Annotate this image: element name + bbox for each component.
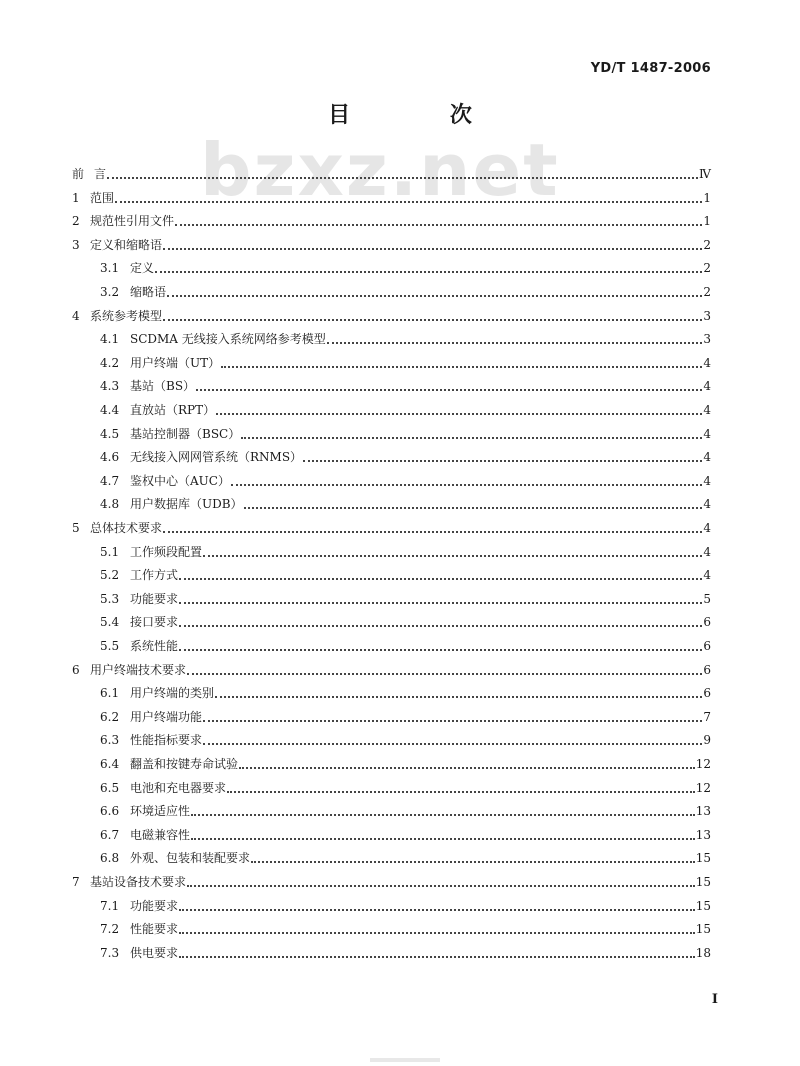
toc-entry-title: 用户终端（UT） (130, 355, 221, 370)
toc-entry-title: 系统参考模型 (90, 308, 163, 323)
toc-entry[interactable] (100, 282, 711, 302)
toc-entry[interactable] (100, 376, 711, 396)
toc-entry-page: 6 (703, 639, 711, 653)
toc-entry-page: 4 (703, 426, 711, 441)
toc-entry-page: 4 (703, 403, 711, 417)
toc-entry-number: 7.3 (100, 945, 120, 960)
toc-entry-page: 18 (695, 945, 711, 960)
toc-entry-page: 6 (703, 662, 711, 677)
toc-entry-page: 3 (703, 332, 711, 347)
toc-entry-number: 6.2 (100, 709, 120, 724)
toc-entry[interactable] (100, 589, 711, 609)
toc-entry-title: 鉴权中心（AUC） (130, 473, 230, 488)
toc-entry-number: 7.2 (100, 922, 120, 937)
toc-entry-number: 3.2 (100, 285, 120, 299)
toc-entry-title: 环境适应性 (130, 804, 191, 819)
toc-entry[interactable] (100, 801, 711, 821)
toc-entry-title: 功能要求 (130, 591, 179, 606)
toc-entry[interactable] (100, 400, 711, 420)
toc-entry-number: 5.4 (100, 615, 120, 630)
toc-entry-page: 1 (703, 190, 711, 205)
toc-entry[interactable] (100, 730, 711, 750)
toc-entry-title: 性能指标要求 (130, 733, 203, 748)
toc-entry-page: 7 (703, 709, 711, 724)
toc-entry-page: 12 (695, 757, 711, 771)
toc-entry-title: 电磁兼容性 (130, 827, 191, 842)
toc-entry-page: 4 (703, 521, 711, 535)
toc-dot-leader (179, 909, 695, 911)
toc-entry-number: 6.6 (100, 804, 120, 819)
toc-entry-title: 定义 (130, 261, 155, 276)
toc-entry-title: SCDMA 无线接入系统网络参考模型 (130, 332, 326, 347)
toc-entry-page: 4 (703, 544, 711, 559)
toc-entry[interactable] (100, 612, 711, 632)
toc-entry[interactable] (72, 306, 711, 326)
toc-entry[interactable] (72, 660, 711, 680)
toc-entry-page: Ⅳ (699, 167, 711, 181)
toc-dot-leader (327, 342, 703, 344)
toc-entry[interactable] (100, 424, 711, 444)
toc-dot-leader (221, 366, 702, 368)
toc-entry-page: 15 (695, 922, 711, 937)
toc-entry[interactable] (100, 754, 711, 774)
toc-entry-title: 缩略语 (130, 285, 167, 299)
toc-entry-title: 范围 (90, 190, 115, 205)
toc-dot-leader (155, 271, 702, 273)
toc-dot-leader (163, 319, 702, 321)
toc-entry-page: 4 (703, 568, 711, 583)
toc-entry-page: 1 (703, 214, 711, 229)
toc-entry[interactable] (100, 565, 711, 585)
toc-entry-number: 4.7 (100, 473, 120, 488)
toc-entry-page: 4 (703, 450, 711, 465)
toc-entry-number: 4.2 (100, 355, 120, 370)
toc-entry-title: 用户终端功能 (130, 709, 203, 724)
toc-dot-leader (231, 484, 702, 486)
toc-entry-page: 15 (695, 875, 711, 889)
toc-entry-number: 6.3 (100, 733, 120, 748)
toc-entry[interactable] (100, 542, 711, 562)
toc-entry-title: 性能要求 (130, 922, 179, 937)
toc-dot-leader (179, 649, 702, 651)
toc-entry[interactable] (100, 683, 711, 703)
toc-entry-title: 定义和缩略语 (90, 237, 163, 252)
toc-entry-number: 4.3 (100, 379, 120, 394)
toc-entry-page: 4 (703, 473, 711, 488)
toc-entry-title: 供电要求 (130, 945, 179, 960)
toc-entry-page: 2 (703, 261, 711, 276)
toc-dot-leader (187, 885, 695, 887)
toc-dot-leader (163, 248, 702, 250)
toc-entry-title: 规范性引用文件 (90, 214, 175, 229)
toc-dot-leader (179, 625, 702, 627)
toc-dot-leader (241, 437, 702, 439)
toc-entry-number: 5.1 (100, 544, 120, 559)
toc-entry[interactable] (72, 518, 711, 538)
toc-entry-number: 2 (72, 214, 80, 229)
toc-dot-leader (216, 413, 702, 415)
toc-dot-leader (107, 177, 698, 179)
toc-entry-page: 3 (703, 308, 711, 323)
toc-dot-leader (187, 673, 702, 675)
toc-entry[interactable] (100, 258, 711, 278)
toc-entry-number: 4.8 (100, 497, 120, 512)
toc-entry-title: 接口要求 (130, 615, 179, 630)
toc-entry-number: 4.5 (100, 426, 120, 441)
toc-entry-number: 4.1 (100, 332, 120, 347)
toc-entry[interactable] (100, 896, 711, 916)
toc-entry-title: 基站（BS） (130, 379, 196, 394)
toc-entry-page: 6 (703, 686, 711, 701)
toc-dot-leader (191, 838, 695, 840)
toc-dot-leader (196, 389, 702, 391)
toc-entry-number: 1 (72, 190, 80, 205)
toc-dot-leader (179, 932, 695, 934)
toc-entry-title: 基站控制器（BSC） (130, 426, 241, 441)
toc-entry[interactable] (72, 164, 711, 184)
toc-entry[interactable] (72, 235, 711, 255)
toc-dot-leader (244, 507, 703, 509)
toc-entry-number: 前 (72, 167, 85, 181)
toc-entry-page: 6 (703, 615, 711, 630)
toc-entry[interactable] (100, 494, 711, 514)
toc-entry-title: 翻盖和按键寿命试验 (130, 757, 239, 771)
toc-entry-number: 6.4 (100, 757, 120, 771)
scan-smudge (370, 1058, 440, 1062)
toc-entry-title: 基站设备技术要求 (90, 875, 187, 889)
toc-entry-title: 用户终端技术要求 (90, 662, 187, 677)
watermark: bzxz.net (200, 128, 560, 212)
toc-entry-title: 无线接入网网管系统（RNMS） (130, 450, 303, 465)
document-code: YD/T 1487-2006 (590, 61, 711, 76)
toc-entry-page: 5 (703, 591, 711, 606)
toc-entry-page: 13 (695, 804, 711, 819)
toc-dot-leader (203, 555, 702, 557)
toc-entry-page: 15 (695, 898, 711, 913)
toc-dot-leader (215, 696, 702, 698)
toc-entry-title: 用户数据库（UDB） (130, 497, 243, 512)
toc-entry-number: 6.8 (100, 851, 120, 866)
toc-entry-page: 9 (703, 733, 711, 748)
toc-entry[interactable] (100, 353, 711, 373)
toc-dot-leader (175, 224, 702, 226)
toc-entry-title: 功能要求 (130, 898, 179, 913)
toc-entry-number: 6.1 (100, 686, 120, 701)
toc-entry-title: 用户终端的类别 (130, 686, 215, 701)
toc-entry-page: 2 (703, 237, 711, 252)
toc-entry-page: 4 (703, 497, 711, 512)
toc-entry[interactable] (72, 188, 711, 208)
toc-entry-number: 3 (72, 237, 80, 252)
toc-entry[interactable] (100, 329, 711, 349)
toc-entry-number: 6.5 (100, 780, 120, 795)
toc-dot-leader (239, 767, 695, 769)
toc-entry-number: 5.3 (100, 591, 120, 606)
toc-dot-leader (227, 791, 695, 793)
toc-entry-number: 7 (72, 875, 80, 889)
toc-entry-title: 总体技术要求 (90, 521, 163, 535)
toc-entry-title: 电池和充电器要求 (130, 780, 227, 795)
toc-dot-leader (167, 295, 702, 297)
toc-entry[interactable] (72, 872, 711, 892)
page-number: I (711, 992, 718, 1007)
toc-dot-leader (303, 460, 702, 462)
toc-entry-number: 4 (72, 308, 80, 323)
toc-entry-title: 工作频段配置 (130, 544, 203, 559)
toc-entry[interactable] (100, 943, 711, 963)
toc-dot-leader (179, 602, 702, 604)
toc-entry-page: 12 (695, 780, 711, 795)
toc-entry-number: 4.6 (100, 450, 120, 465)
toc-dot-leader (203, 743, 702, 745)
toc-dot-leader (163, 531, 702, 533)
toc-entry-page: 4 (703, 355, 711, 370)
toc-entry-title: 系统性能 (130, 639, 179, 653)
toc-entry[interactable] (100, 825, 711, 845)
toc-entry-number: 4.4 (100, 403, 120, 417)
toc-entry[interactable] (100, 919, 711, 939)
toc-entry[interactable] (100, 636, 711, 656)
toc-entry[interactable] (100, 471, 711, 491)
toc-entry-number: 5 (72, 521, 80, 535)
toc-entry-page: 4 (703, 379, 711, 394)
toc-entry-number: 5.5 (100, 639, 120, 653)
toc-entry[interactable] (72, 211, 711, 231)
toc-dot-leader (179, 578, 702, 580)
toc-entry[interactable] (100, 447, 711, 467)
toc-entry-number: 6 (72, 662, 80, 677)
toc-entry-page: 2 (703, 285, 711, 299)
toc-entry[interactable] (100, 848, 711, 868)
toc-entry-number: 5.2 (100, 568, 120, 583)
toc-entry-title: 直放站（RPT） (130, 403, 216, 417)
toc-entry-page: 13 (695, 827, 711, 842)
toc-entry-number: 3.1 (100, 261, 120, 276)
toc-entry[interactable] (100, 778, 711, 798)
toc-dot-leader (203, 720, 702, 722)
toc-entry-page: 15 (695, 851, 711, 866)
toc-entry-number: 7.1 (100, 898, 120, 913)
toc-entry[interactable] (100, 707, 711, 727)
toc-dot-leader (191, 814, 695, 816)
toc-entry-title: 外观、包装和装配要求 (130, 851, 251, 866)
toc-dot-leader (179, 956, 695, 958)
toc-entry-number: 6.7 (100, 827, 120, 842)
toc-entry-title: 工作方式 (130, 568, 179, 583)
toc-title: 目 次 (328, 102, 518, 128)
toc-entry-title: 言 (94, 167, 107, 181)
toc-dot-leader (115, 201, 702, 203)
toc-dot-leader (251, 861, 695, 863)
